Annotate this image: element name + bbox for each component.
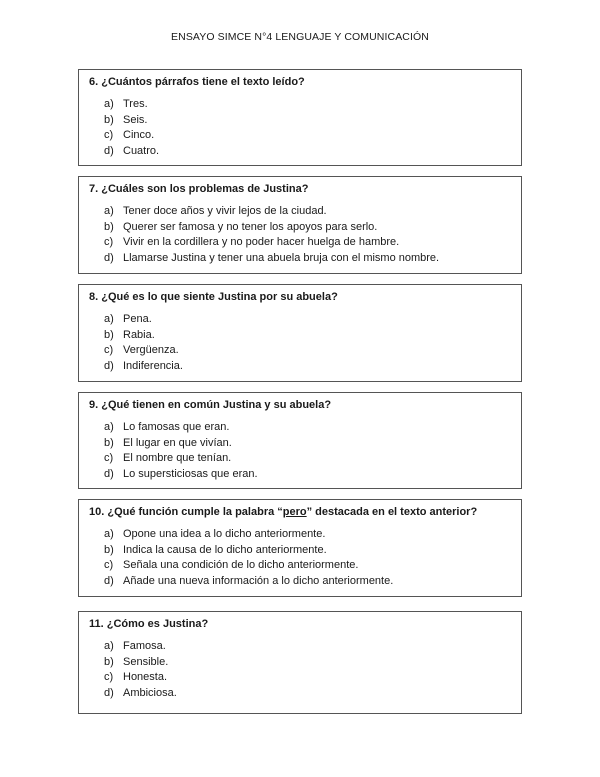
question-6-box bbox=[78, 69, 522, 166]
option-letter: b) bbox=[104, 655, 114, 668]
option-text: Opone una idea a lo dicho anteriormente. bbox=[123, 528, 326, 540]
option-letter: b) bbox=[104, 328, 114, 341]
option-text: Tres. bbox=[123, 98, 148, 110]
option-text: Vivir en la cordillera y no poder hacer huelga de hambre. bbox=[123, 236, 400, 249]
option-text: Famosa. bbox=[123, 640, 166, 652]
option-letter: c) bbox=[104, 236, 114, 249]
option-d[interactable] bbox=[79, 144, 521, 160]
question-11-box bbox=[78, 611, 522, 714]
option-c[interactable] bbox=[79, 451, 521, 467]
question-8-box bbox=[78, 284, 522, 382]
question-10-title-post: ” destacada en el texto anterior? bbox=[306, 506, 478, 518]
option-b[interactable] bbox=[79, 328, 521, 344]
option-text: Sensible. bbox=[123, 655, 169, 668]
option-letter: d) bbox=[104, 359, 114, 372]
question-7-box bbox=[78, 176, 522, 274]
option-a[interactable] bbox=[79, 420, 521, 436]
option-text: Querer ser famosa y no tener los apoyos para serlo. bbox=[123, 220, 378, 233]
question-11-options bbox=[79, 639, 521, 701]
question-11-title: 11. ¿Cómo es Justina? bbox=[89, 618, 209, 630]
option-text: Tener doce años y vivir lejos de la ciudad. bbox=[123, 205, 327, 217]
option-letter: c) bbox=[104, 671, 114, 684]
option-letter: b) bbox=[104, 220, 114, 233]
option-a[interactable] bbox=[79, 527, 521, 543]
option-b[interactable] bbox=[79, 543, 521, 559]
option-text: Indica la causa de lo dicho anteriormente. bbox=[123, 543, 327, 556]
option-text: Lo famosas que eran. bbox=[123, 421, 230, 433]
option-c[interactable] bbox=[79, 558, 521, 574]
option-letter: d) bbox=[104, 467, 114, 480]
option-d[interactable] bbox=[79, 359, 521, 375]
option-text: Seis. bbox=[123, 113, 148, 126]
option-letter: a) bbox=[104, 205, 114, 217]
option-letter: a) bbox=[104, 421, 114, 433]
question-8-title: 8. ¿Qué es lo que siente Justina por su abuela? bbox=[89, 291, 338, 303]
option-letter: a) bbox=[104, 98, 114, 110]
question-7-options bbox=[79, 204, 521, 266]
option-c[interactable] bbox=[79, 235, 521, 251]
question-6-options bbox=[79, 97, 521, 159]
option-b[interactable] bbox=[79, 436, 521, 452]
question-10-options bbox=[79, 527, 521, 589]
option-a[interactable] bbox=[79, 97, 521, 113]
option-letter: b) bbox=[104, 543, 114, 556]
question-10-title-pre: 10. ¿Qué función cumple la palabra “ bbox=[89, 506, 283, 518]
question-6-title: 6. ¿Cuántos párrafos tiene el texto leído? bbox=[89, 76, 305, 88]
option-text: Pena. bbox=[123, 313, 152, 325]
option-d[interactable] bbox=[79, 686, 521, 702]
option-letter: c) bbox=[104, 129, 114, 142]
option-d[interactable] bbox=[79, 467, 521, 483]
option-letter: a) bbox=[104, 313, 114, 325]
option-c[interactable] bbox=[79, 343, 521, 359]
highlighted-word: pero bbox=[282, 506, 307, 518]
option-text: Rabia. bbox=[123, 328, 155, 341]
question-8-options bbox=[79, 312, 521, 374]
option-c[interactable] bbox=[79, 670, 521, 686]
option-letter: c) bbox=[104, 452, 114, 465]
option-letter: d) bbox=[104, 251, 114, 264]
option-letter: c) bbox=[104, 559, 114, 572]
option-d[interactable] bbox=[79, 574, 521, 590]
option-text: El nombre que tenían. bbox=[123, 452, 232, 465]
question-9-title: 9. ¿Qué tienen en común Justina y su abuela? bbox=[89, 399, 332, 411]
question-9-box bbox=[78, 392, 522, 489]
option-b[interactable] bbox=[79, 655, 521, 671]
option-a[interactable] bbox=[79, 639, 521, 655]
option-text: Cuatro. bbox=[123, 144, 160, 157]
question-10-box bbox=[78, 499, 522, 597]
option-text: Llamarse Justina y tener una abuela bruja con el mismo nombre. bbox=[123, 251, 440, 264]
option-a[interactable] bbox=[79, 204, 521, 220]
option-text: El lugar en que vivían. bbox=[123, 436, 232, 449]
option-text: Honesta. bbox=[123, 671, 168, 684]
option-b[interactable] bbox=[79, 220, 521, 236]
option-a[interactable] bbox=[79, 312, 521, 328]
option-letter: d) bbox=[104, 686, 114, 699]
option-b[interactable] bbox=[79, 113, 521, 129]
question-7-title: 7. ¿Cuáles son los problemas de Justina? bbox=[89, 183, 309, 195]
option-letter: b) bbox=[104, 436, 114, 449]
question-9-options bbox=[79, 420, 521, 482]
option-d[interactable] bbox=[79, 251, 521, 267]
option-text: Ambiciosa. bbox=[123, 686, 177, 699]
option-letter: b) bbox=[104, 113, 114, 126]
option-letter: a) bbox=[104, 528, 114, 540]
option-letter: d) bbox=[104, 574, 114, 587]
question-10-title bbox=[89, 506, 477, 518]
page-header-title: ENSAYO SIMCE N°4 LENGUAJE Y COMUNICACIÓN bbox=[171, 31, 429, 43]
option-letter: a) bbox=[104, 640, 114, 652]
option-text: Indiferencia. bbox=[123, 359, 183, 372]
option-text: Cinco. bbox=[123, 129, 155, 142]
option-text: Lo supersticiosas que eran. bbox=[123, 467, 258, 480]
option-letter: c) bbox=[104, 344, 114, 357]
option-letter: d) bbox=[104, 144, 114, 157]
option-text: Vergüenza. bbox=[123, 344, 179, 357]
option-text: Añade una nueva información a lo dicho anteriormente. bbox=[123, 574, 394, 587]
option-text: Señala una condición de lo dicho anteriormente. bbox=[123, 559, 359, 572]
option-c[interactable] bbox=[79, 128, 521, 144]
